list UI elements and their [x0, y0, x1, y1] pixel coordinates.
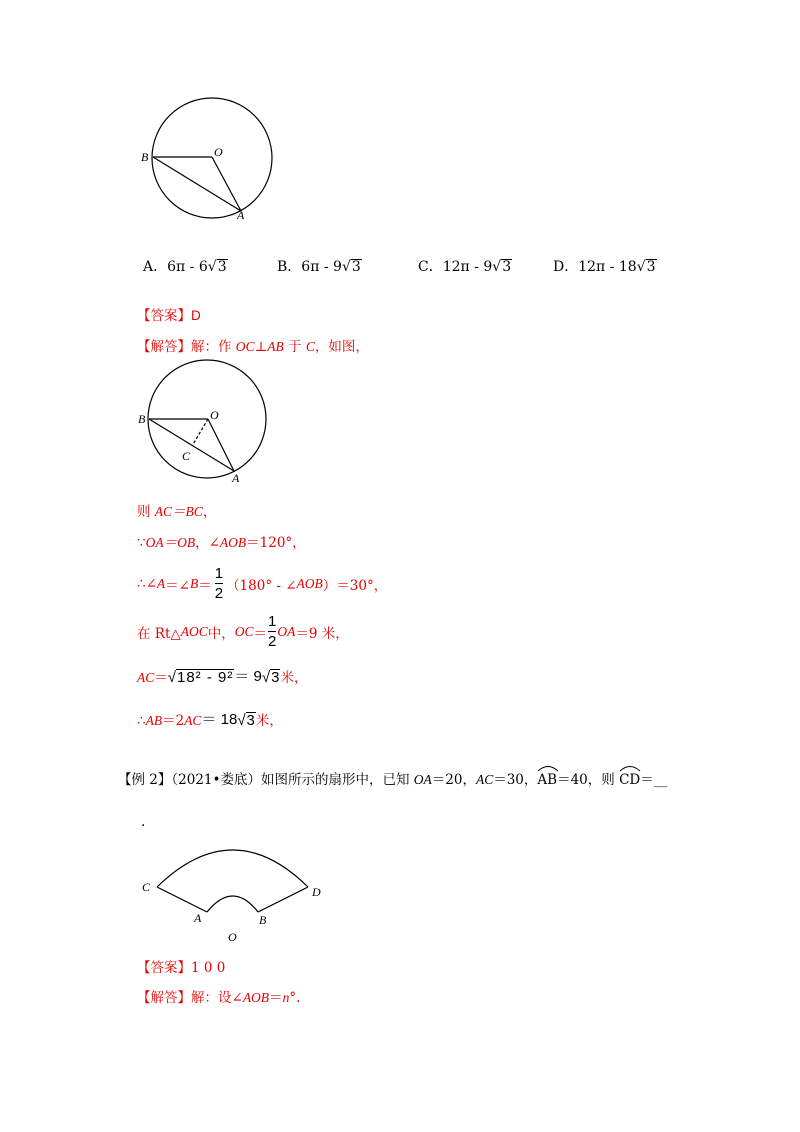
step-6: ∴ AB ＝2 AC ＝ 18 √ 3 米，	[137, 711, 283, 729]
example-2-period: .	[141, 814, 146, 830]
segment-oc-dashed	[192, 419, 208, 446]
example-2-question: 【例 2】（2021•娄底）如图所示的扇形中，已知 OA＝20，AC＝30， AB＝40，则 CD＝__	[118, 768, 667, 788]
label-a: A	[194, 911, 202, 925]
solution-2: 【解答】解：设∠AOB＝n°.	[137, 990, 301, 1006]
arc-cd: CD	[619, 772, 640, 788]
sqrt: √ 3	[341, 258, 361, 275]
label-c: C	[142, 880, 151, 894]
label-a: A	[232, 471, 240, 485]
outer-arc	[157, 850, 308, 887]
sqrt: √ 3	[492, 258, 512, 275]
step-5: AC ＝ √ 18² - 9² ＝ 9 √ 3 米，	[137, 668, 308, 686]
label-b: B	[138, 412, 146, 426]
label-b: B	[141, 150, 149, 164]
answer-1: 【答案】D	[137, 308, 201, 324]
label-o: O	[214, 145, 223, 159]
segment-db	[258, 887, 308, 912]
option-d: D．12π - 18√ 3	[553, 258, 656, 275]
label-b: B	[259, 913, 267, 927]
option-b: B．6π - 9√ 3	[277, 258, 361, 275]
segment-ca	[157, 887, 207, 912]
sqrt-expression: √ 18² - 9²	[167, 668, 234, 686]
step-4: 在 Rt△ AOC 中， OC ＝ $\frac{1}{2}$ OA ＝9 米，	[137, 613, 349, 650]
figure-2-circle	[134, 358, 274, 488]
step-2: ∵OA＝OB，∠AOB＝120°，	[137, 535, 306, 551]
segment-ba	[153, 157, 241, 211]
sqrt: √ 3	[237, 711, 255, 729]
segment-oa	[212, 157, 241, 211]
option-a: A．6π - 6√ 3	[143, 258, 227, 275]
inner-arc	[207, 896, 258, 912]
sqrt: √ 3	[207, 258, 227, 275]
answer-2: 【答案】1 0 0	[137, 960, 226, 976]
solution-1: 【解答】解：作 OC⊥AB 于 C，如图，	[137, 339, 369, 355]
step-1: 则 AC＝BC，	[137, 504, 217, 520]
figure-3-sector	[138, 833, 328, 945]
step-3: ∴∠ A ＝∠ B ＝ $\frac{1}{2}$ （180° - ∠ AOB ）＝30°，	[137, 565, 388, 602]
figure-1-circle	[138, 95, 278, 227]
label-c: C	[182, 449, 191, 463]
label-o: O	[228, 930, 237, 944]
fraction-half: $\frac{1}{2}$	[214, 565, 224, 602]
label-a: A	[237, 208, 245, 222]
sqrt: √ 3	[261, 668, 280, 686]
label-d: D	[312, 885, 321, 899]
label-o: O	[210, 408, 219, 422]
fraction-half: $\frac{1}{2}$	[268, 613, 277, 650]
arc-ab: AB	[537, 772, 557, 788]
sqrt: √ 3	[636, 258, 656, 275]
option-c: C．12π - 9√ 3	[418, 258, 512, 275]
